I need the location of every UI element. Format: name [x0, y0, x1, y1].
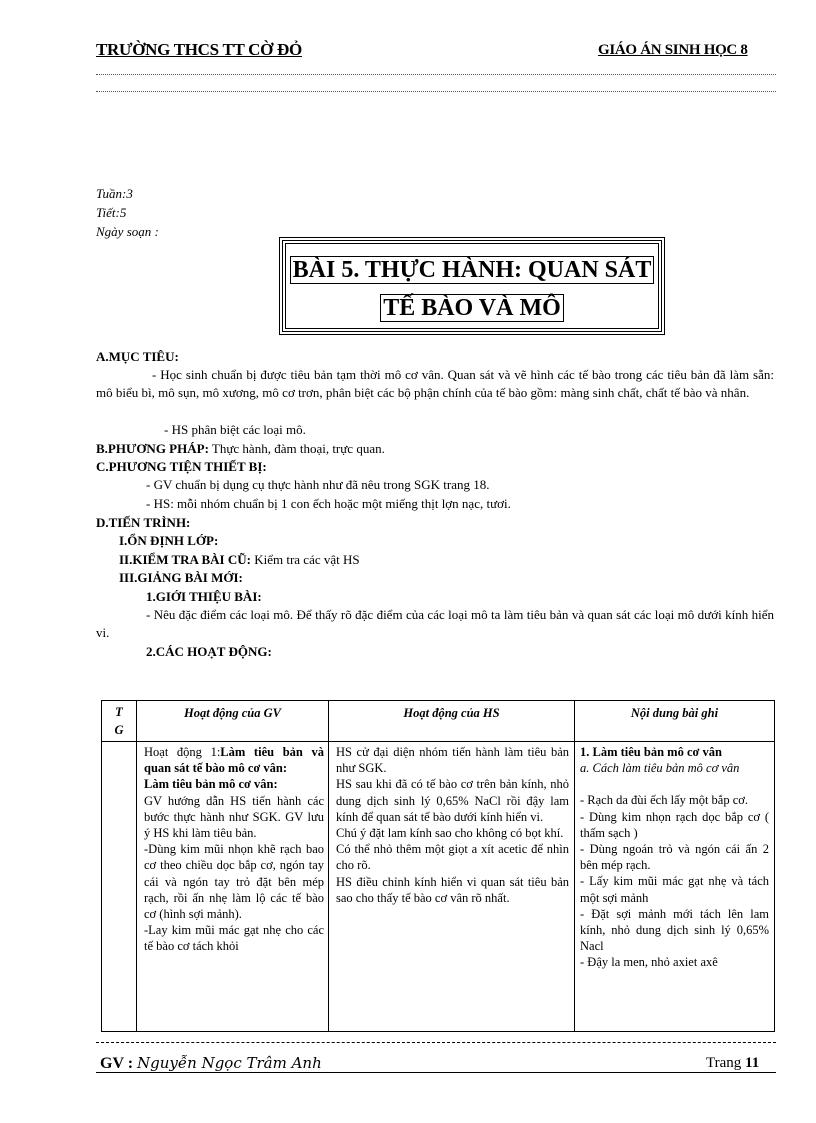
section-d2-text: Kiểm tra các vật HS	[250, 552, 360, 567]
header-hs: Hoạt động của HS	[329, 701, 575, 742]
header-tg-text: TG	[114, 705, 124, 737]
subject-title: GIÁO ÁN SINH HỌC 8	[598, 42, 748, 58]
footer-dashed-line	[96, 1042, 776, 1043]
footer-solid-line	[96, 1072, 776, 1073]
section-d3: III.GIẢNG BÀI MỚI:	[119, 570, 243, 585]
header-gv: Hoạt động của GV	[137, 701, 329, 742]
section-d1: I.ỔN ĐỊNH LỚP:	[119, 533, 219, 548]
teacher-signature	[100, 1054, 322, 1073]
content-subtitle: a. Cách làm tiêu bản mô cơ vân	[580, 761, 740, 776]
section-b-title: B.PHƯƠNG PHÁP:	[96, 441, 209, 456]
cell-content	[575, 742, 775, 1032]
section-c-point-1: - GV chuẩn bị dụng cụ thực hành như đã nêu trong SGK trang 18.	[146, 477, 490, 492]
activities-table	[101, 700, 775, 1032]
section-a-point: - HS phân biệt các loại mô.	[164, 422, 306, 437]
gv-intro	[144, 744, 324, 776]
section-d2	[119, 551, 719, 569]
teacher-label: GV :	[100, 1055, 134, 1072]
gv-intro-bold: Làm tiêu bản và quan sát tế bào mô cơ vân:	[144, 745, 324, 776]
lesson-title-line1: BÀI 5. THỰC HÀNH: QUAN SÁT	[290, 256, 655, 284]
lesson-title-line2: TẾ BÀO VÀ MÔ	[380, 294, 564, 322]
gv-sub-title: Làm tiêu bản mô cơ vân:	[144, 777, 278, 792]
section-d-title: D.TIẾN TRÌNH:	[96, 515, 191, 530]
cell-tg	[102, 742, 137, 1032]
dotted-divider-2	[96, 91, 776, 92]
gv-intro-label: Hoạt động 1:	[144, 745, 221, 759]
section-a-title: A.MỤC TIÊU:	[96, 349, 179, 364]
section-c-point-2: - HS: mỗi nhóm chuẩn bị 1 con ếch hoặc một miếng thịt lợn nạc, tươi.	[146, 496, 511, 511]
section-b	[96, 440, 774, 458]
teacher-name: Nguyễn Ngọc Trâm Anh	[137, 1054, 322, 1072]
section-d2-title: II.KIỂM TRA BÀI CŨ:	[119, 552, 251, 567]
cell-hs	[329, 742, 575, 1032]
header-tg	[102, 701, 137, 742]
gv-body: GV hướng dẫn HS tiến hành các bước thực hành như SGK. GV lưu ý HS khi làm tiêu bản. -Dùng kim mũi nhọn khẽ rạch bao cơ theo chiều dọc bắp cơ, ngón tay cái và ngón tay trỏ đặt bên mép rạch, rồi ấn nhẹ làm lộ các tế bào cơ (hình sợi mảnh). -Lay kim mũi mác gạt nhẹ cho các tế bào cơ tách khỏi	[144, 793, 324, 954]
page-indicator	[706, 1055, 759, 1072]
section-a-paragraph: - Học sinh chuẩn bị được tiêu bản tạm thời mô cơ vân. Quan sát và vẽ hình các tế bào trong các tiêu bản đã làm sẵn: mô biểu bì, mô sụn, mô xương, mô cơ trơn, phân biệt các bộ phận chính của tế bào gồm: màng sinh chất, chất tế bào và nhân.	[96, 367, 774, 400]
page-label: Trang	[706, 1055, 742, 1071]
section-d31-text: - Nêu đặc điểm các loại mô. Để thấy rõ đặc điểm của các loại mô ta làm tiêu bản và quan sát các loại mô dưới kính hiển vi.	[96, 607, 774, 640]
dotted-divider-1	[96, 74, 776, 75]
school-name: TRƯỜNG THCS TT CỜ ĐỎ	[96, 40, 302, 59]
page-number: 11	[745, 1055, 760, 1071]
period-label: Tiết:5	[96, 205, 127, 220]
content-body: - Rạch da đùi ếch lấy một bắp cơ. - Dùng kim nhọn rạch dọc bắp cơ ( thấm sạch ) - Dùng ngoán trỏ và ngón cái ấn 2 bên mép rạch. - Lấy kim mũi mác gạt nhẹ và tách một sợi mảnh - Đặt sợi mảnh mới tách lên lam kính, nhỏ dung dịch sinh lý 0,65% Nacl - Đậy la men, nhỏ axiet axê	[580, 793, 769, 970]
section-c-title: C.PHƯƠNG TIỆN THIẾT BỊ:	[96, 459, 267, 474]
cell-gv	[137, 742, 329, 1032]
header-content: Nội dung bài ghi	[575, 701, 775, 742]
table-header-row	[102, 701, 775, 742]
section-b-text: Thực hành, đàm thoại, trực quan.	[208, 441, 385, 456]
content-title: 1. Làm tiêu bản mô cơ vân	[580, 745, 722, 759]
section-d32: 2.CÁC HOẠT ĐỘNG:	[146, 644, 272, 659]
hs-body: HS cử đại diện nhóm tiến hành làm tiêu bản như SGK. HS sau khi đã có tế bào cơ trên bản kính, nhỏ dung dịch sinh lý 0,65% NaCl rồi đậy lam kính để quan sát tế bào dưới kính hiển vi. Chú ý đặt lam kính sao cho không có bọt khí. Có thể nhỏ thêm một giọt a xít acetic để nhìn cho rõ. HS điều chỉnh kính hiển vi quan sát tiêu bản sao cho thấy tế bào cơ vân rõ nhất.	[336, 745, 569, 905]
week-label: Tuần:3	[96, 186, 133, 201]
table-row	[102, 742, 775, 1032]
section-d31: 1.GIỚI THIỆU BÀI:	[146, 589, 262, 604]
date-label: Ngày soạn :	[96, 224, 159, 239]
lesson-title-box	[279, 237, 665, 335]
